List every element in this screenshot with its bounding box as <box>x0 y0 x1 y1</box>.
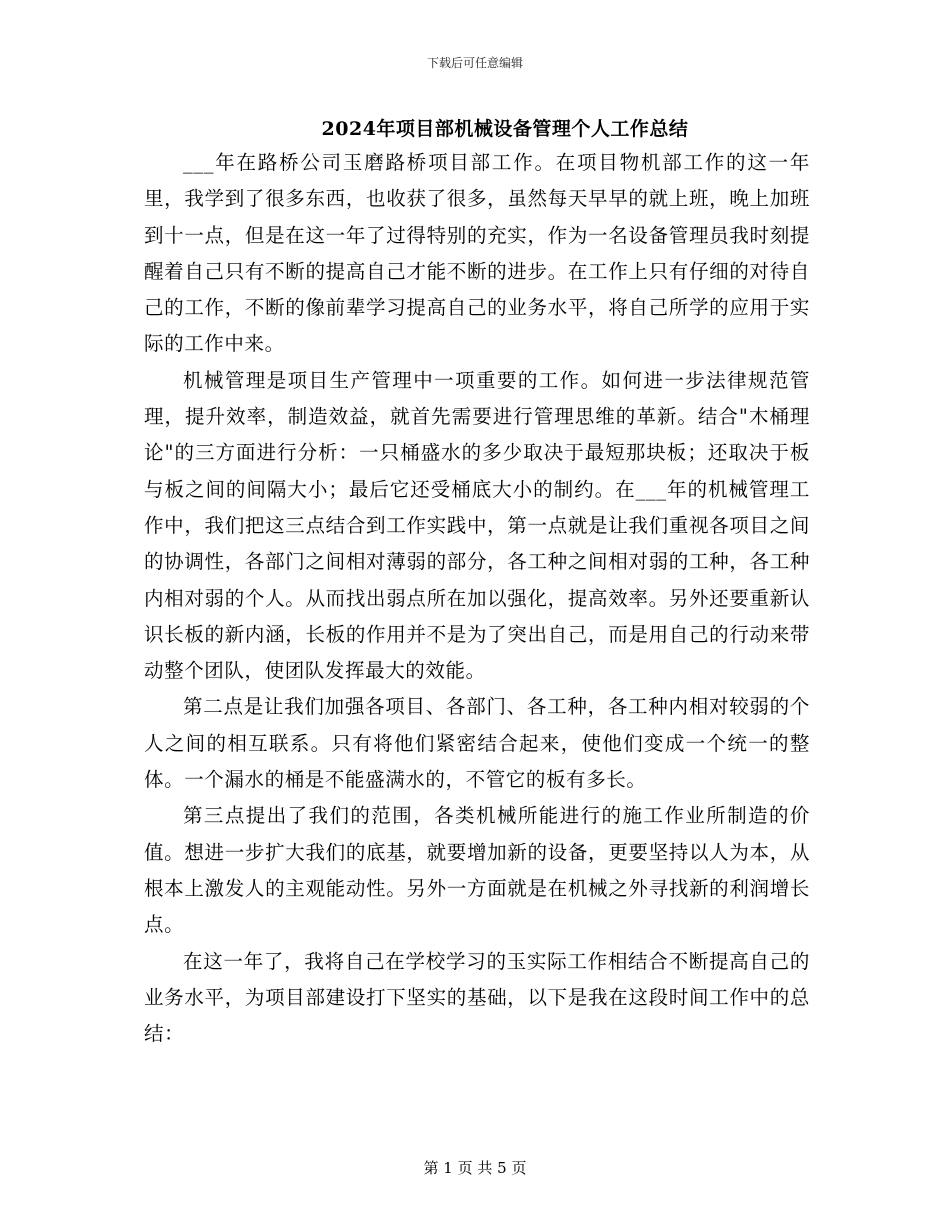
page-number: 第 1 页 共 5 页 <box>423 1159 527 1177</box>
header-note: 下载后可任意编辑 <box>426 56 523 70</box>
paragraph-5: 在这一年了，我将自己在学校学习的玉实际工作相结合不断提高自己的业务水平，为项目部建设打下坚实的基础，以下是我在这段时间工作中的总结： <box>144 949 810 1046</box>
paragraph-3: 第二点是让我们加强各项目、各部门、各工种，各工种内相对较弱的个人之间的相互联系。只有将他们紧密结合起来，使他们变成一个统一的整体。一个漏水的桶是不能盛满水的，不管它的板有多长。 <box>144 695 810 792</box>
paragraph-2: 机械管理是项目生产管理中一项重要的工作。如何进一步法律规范管理，提升效率，制造效益，就首先需要进行管理思维的革新。结合"木桶理论"的三方面进行分析：一只桶盛水的多少取决于最短那块板；还取决于板与板之间的间隔大小；最后它还受桶底大小的制约。在___年的机械管理工作中，我们把这三点结合到工作实践中，第一点就是让我们重视各项目之间的协调性，各部门之间相对薄弱的部分，各工种之间相对弱的工种，各工种内相对弱的个人。从而找出弱点所在加以强化，提高效率。另外还要重新认识长板的新内涵，长板的作用并不是为了突出自己，而是用自己的行动来带动整个团队，使团队发挥最大的效能。 <box>144 368 810 683</box>
document-body <box>144 145 810 1052</box>
document-title: 2024年项目部机械设备管理个人工作总结 <box>321 118 689 140</box>
paragraph-4: 第三点提出了我们的范围，各类机械所能进行的施工作业所制造的价值。想进一步扩大我们的底基，就要增加新的设备，更要坚持以人为本，从根本上激发人的主观能动性。另外一方面就是在机械之外寻找新的利润增长点。 <box>144 804 810 937</box>
paragraph-1: ___年在路桥公司玉磨路桥项目部工作。在项目物机部工作的这一年里，我学到了很多东西，也收获了很多，虽然每天早早的就上班，晚上加班到十一点，但是在这一年了过得特别的充实，作为一名设备管理员我时刻提醒着自己只有不断的提高自己才能不断的进步。在工作上只有仔细的对待自己的工作，不断的像前辈学习提高自己的业务水平，将自己所学的应用于实际的工作中来。 <box>144 151 810 356</box>
